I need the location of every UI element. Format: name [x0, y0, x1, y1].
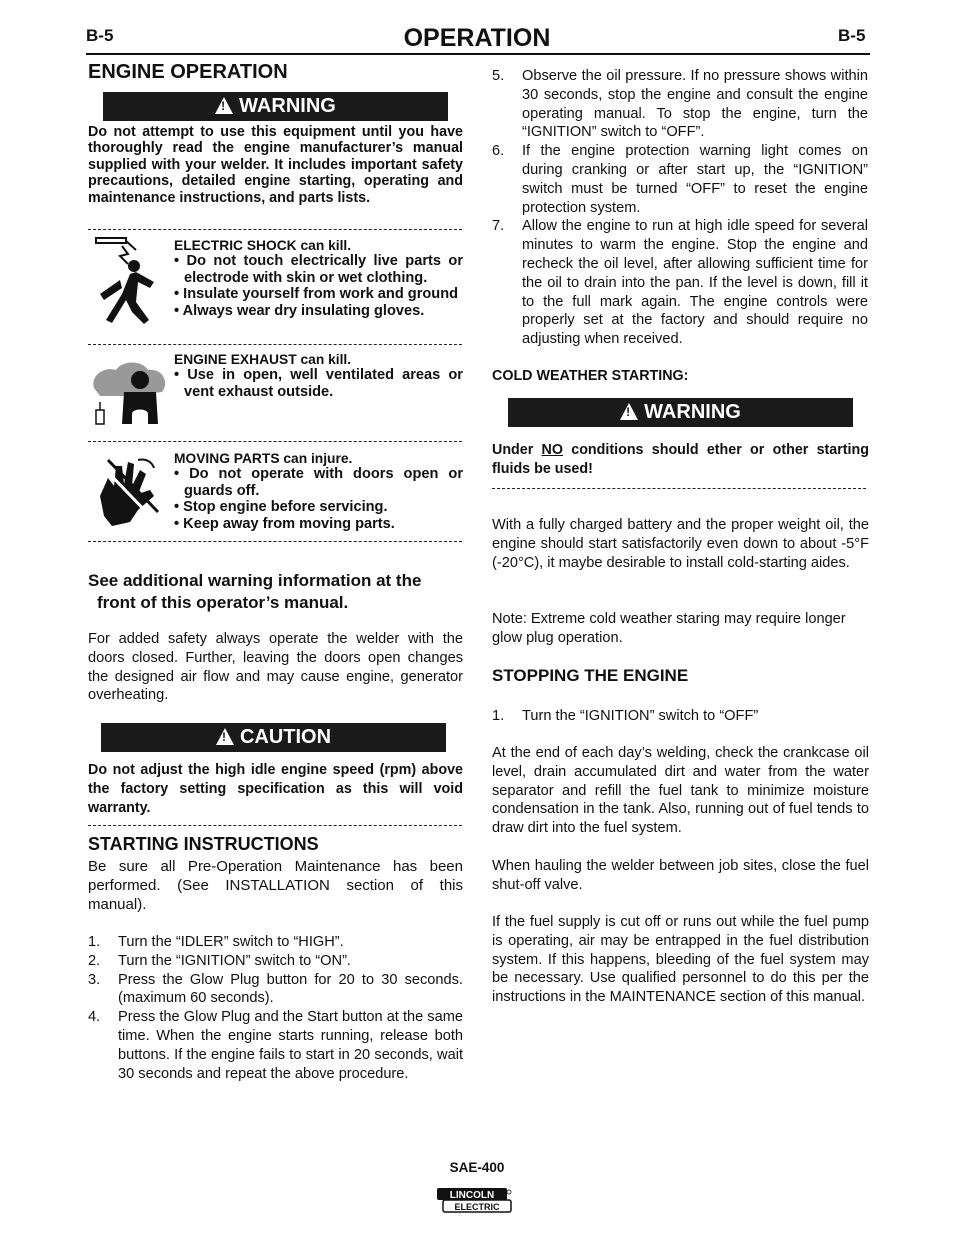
engine-manual-warning-text: Do not attempt to use this equipment until you have thoroughly read the engine manufacturer’s manual supplied with your welder. It includes important safety precautions, detailed engine starting, operating and maintenance instructions, and parts lists.	[88, 124, 463, 206]
warning-banner-right	[508, 398, 853, 427]
hazard-item: • Insulate yourself from work and ground	[174, 286, 459, 302]
list-item: 5. Observe the oil pressure. If no pressure shows within 30 seconds, stop the engine and consult the engine operating manual. To stop the engine, turn the “IGNITION” switch to “OFF”.	[492, 68, 868, 141]
divider	[492, 488, 866, 489]
safety-paragraph: For added safety always operate the welder with the doors closed. Further, leaving the doors open changes the designed air flow and may cause engine, generator overheating.	[88, 631, 463, 704]
starting-intro: Be sure all Pre-Operation Maintenance has been performed. (See INSTALLATION section of this manual).	[88, 858, 463, 913]
logo-bottom-text: ELECTRIC	[454, 1202, 500, 1212]
caution-triangle-icon	[216, 728, 234, 745]
moving-parts-block	[174, 451, 463, 532]
hazard-item: • Do not operate with doors open or guards off.	[174, 466, 463, 499]
page-title: OPERATION	[403, 24, 551, 52]
note-paragraph: Note: Extreme cold weather staring may require longer glow plug operation.	[492, 611, 846, 646]
caution-banner	[101, 723, 446, 752]
hazard-item: • Use in open, well ventilated areas or vent exhaust outside.	[174, 367, 463, 400]
divider	[88, 825, 462, 826]
logo-top-text: LINCOLN	[449, 1190, 495, 1201]
model-number: SAE-400	[449, 1160, 505, 1175]
list-item: 2. Turn the “IGNITION” switch to “ON”.	[88, 952, 351, 969]
starting-steps-list	[88, 933, 463, 1083]
header-rule	[86, 53, 870, 55]
lincoln-electric-logo	[436, 1187, 512, 1214]
hazard-title: ENGINE EXHAUST can kill.	[174, 352, 352, 367]
starting-fluids-warning: Under NO conditions should ether or other starting fluids be used!	[492, 442, 869, 477]
caution-label: CAUTION	[239, 726, 332, 748]
warning-label: WARNING	[644, 401, 741, 423]
hauling-paragraph: When hauling the welder between job sites, close the fuel shut-off valve.	[492, 858, 869, 893]
cold-weather-heading: COLD WEATHER STARTING:	[492, 368, 689, 384]
hazard-title: MOVING PARTS can injure.	[174, 451, 353, 466]
hazard-item: • Stop engine before servicing.	[174, 499, 388, 515]
see-additional-warning: See additional warning information at the front of this operator’s manual.	[88, 571, 422, 612]
hazard-title: ELECTRIC SHOCK can kill.	[174, 238, 352, 253]
list-item: 3. Press the Glow Plug button for 20 to 30 seconds. (maximum 60 seconds).	[88, 971, 463, 1007]
divider	[88, 344, 462, 345]
page-code-right: B-5	[838, 26, 866, 45]
warning-label: WARNING	[239, 95, 336, 117]
operation-steps-list	[492, 67, 868, 349]
engine-operation-heading: ENGINE OPERATION	[88, 61, 288, 83]
end-of-day-paragraph: At the end of each day’s welding, check the crankcase oil level, drain accumulated dirt and water from the water separator and refill the fuel tank to minimize moisture condensation in the tank. Also, running out of fuel tends to draw dirt into the fuel system.	[492, 745, 869, 837]
list-item: 1. Turn the “IDLER” switch to “HIGH”.	[88, 934, 344, 950]
page-code-left: B-5	[86, 26, 114, 45]
list-item: 4. Press the Glow Plug and the Start button at the same time. When the engine starts running, release both buttons. If the engine fails to start in 20 seconds, wait 30 seconds and repeat the above procedure.	[88, 1009, 463, 1082]
engine-exhaust-block	[174, 352, 463, 400]
divider	[88, 229, 462, 230]
hazard-item: • Do not touch electrically live parts or electrode with skin or wet clothing.	[174, 253, 463, 286]
cold-weather-paragraph: With a fully charged battery and the proper weight oil, the engine should start satisfactorily even down to about -5°F (-20°C), it maybe desirable to install cold-starting aides.	[492, 517, 869, 571]
hazard-item: • Keep away from moving parts.	[174, 515, 395, 532]
fuel-supply-paragraph: If the fuel supply is cut off or runs out while the fuel pump is operating, air may be entrapped in the fuel distribution system. If this happens, bleeding of the fuel system may be necessary. Use qualified personnel to do this per the instructions in the MAINTENANCE section of this manual.	[492, 914, 869, 1006]
warning-triangle-icon	[620, 403, 638, 420]
list-item: 7. Allow the engine to run at high idle speed for several minutes to warm the engine. Stop the engine and recheck the oil level, after allowing sufficient time for the oil to drain into the pan. If the level is down, fill it to the full mark again. The engine controls were properly set at the factory and should require no adjusting when received.	[492, 218, 868, 348]
list-item: 6. If the engine protection warning light comes on during cranking or after start up, the “IGNITION” switch must be turned “OFF” to reset the engine protection system.	[492, 143, 868, 216]
stopping-steps-list	[492, 707, 868, 726]
caution-text: Do not adjust the high idle engine speed (rpm) above the factory setting specification as this will void warranty.	[88, 762, 463, 816]
warning-triangle-icon	[215, 97, 233, 114]
hazard-item: • Always wear dry insulating gloves.	[174, 302, 425, 319]
divider	[88, 541, 462, 542]
moving-parts-hand-icon	[94, 456, 162, 528]
engine-exhaust-icon	[90, 358, 170, 432]
electric-shock-block	[174, 238, 463, 319]
warning-banner	[103, 92, 448, 121]
electric-shock-icon	[92, 232, 162, 328]
starting-instructions-heading: STARTING INSTRUCTIONS	[88, 834, 319, 854]
list-item: 1. Turn the “IGNITION” switch to “OFF”	[492, 708, 759, 724]
divider	[88, 441, 462, 442]
stopping-engine-heading: STOPPING THE ENGINE	[492, 666, 689, 685]
